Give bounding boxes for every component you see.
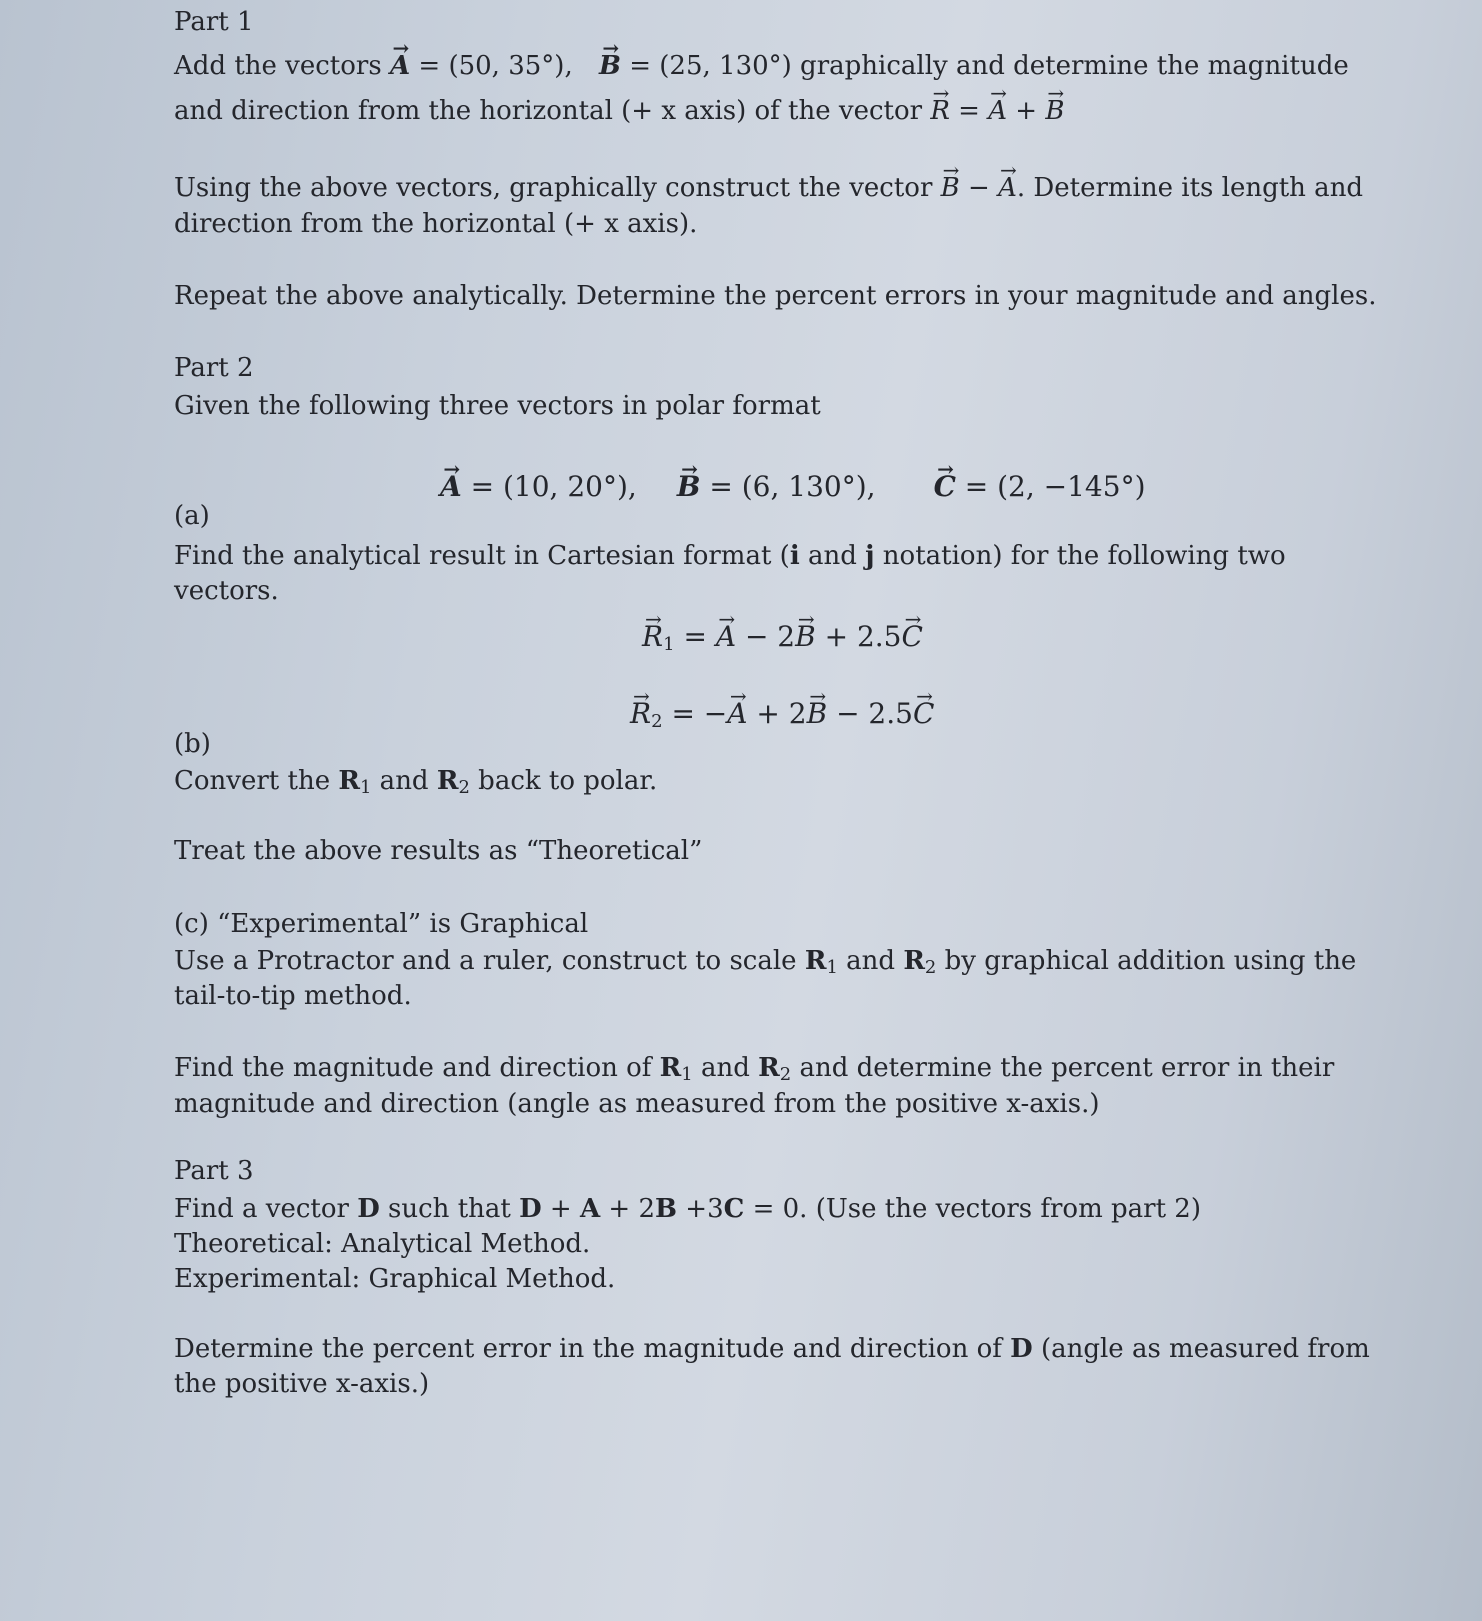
part2-a-label: (a) xyxy=(174,501,210,531)
part2-b-label: (b) xyxy=(174,729,211,759)
part3-experimental: Experimental: Graphical Method. xyxy=(174,1264,616,1294)
part3-line1: Find a vector D such that D + A + 2B +3C = 0. (Use the vectors from part 2) xyxy=(174,1194,1201,1224)
part2-c-text-2: tail-to-tip method. xyxy=(174,981,412,1011)
part3-error-text-2: the positive x-axis.) xyxy=(174,1369,430,1399)
part2-c-text: Use a Protractor and a ruler, construct to scale $R_1$ and $R_2$ by graphical addition using the xyxy=(174,946,1357,978)
part2-b-text: Convert the $R_1$ and $R_2$ back to polar. xyxy=(174,766,658,798)
part1-line4: direction from the horizontal (+ x axis). xyxy=(174,209,698,239)
vector-b: → B xyxy=(599,50,621,82)
part2-vectors-equation: → A = (10, 20°),→ B = (6, 130°),→ C = (2, −145°) xyxy=(440,470,1146,504)
part1-line5: Repeat the above analytically. Determine the percent errors in your magnitude and angles. xyxy=(174,281,1377,311)
part2-c-label: (c) “Experimental” is Graphical xyxy=(174,909,589,939)
equation-r1: → $R_1$ = → A − 2→ B + 2.5→ C xyxy=(642,620,923,662)
part1-line2: and direction from the horizontal (+ x axis) of the vector → R = → A + → B xyxy=(174,95,1064,127)
vector-a: → A xyxy=(390,50,410,82)
part2-theoretical: Treat the above results as “Theoretical” xyxy=(174,836,703,866)
part2-find-text-2: magnitude and direction (angle as measured from the positive x-axis.) xyxy=(174,1089,1100,1119)
part1-title: Part 1 xyxy=(174,7,254,37)
part2-title: Part 2 xyxy=(174,353,254,383)
part2-intro: Given the following three vectors in polar format xyxy=(174,391,821,421)
part1-line1: Add the vectors → A = (50, 35°), → B = (25, 130°) graphically and determine the magnitude xyxy=(174,50,1349,82)
part3-error-text: Determine the percent error in the magnitude and direction of D (angle as measured from xyxy=(174,1334,1370,1364)
part2-a-text: Find the analytical result in Cartesian format (i and j notation) for the following two xyxy=(174,541,1286,571)
part3-title: Part 3 xyxy=(174,1156,254,1186)
part1-line3: Using the above vectors, graphically construct the vector → B − → A. Determine its length and xyxy=(174,172,1363,204)
part2-find-text: Find the magnitude and direction of $R_1$ and $R_2$ and determine the percent error in their xyxy=(174,1053,1335,1085)
vector-r: → R xyxy=(930,95,950,127)
part2-a-text-2: vectors. xyxy=(174,576,279,606)
part3-theoretical: Theoretical: Analytical Method. xyxy=(174,1229,591,1259)
equation-r2: → $R_2$ = −→ A + 2→ B − 2.5→ C xyxy=(630,697,934,739)
